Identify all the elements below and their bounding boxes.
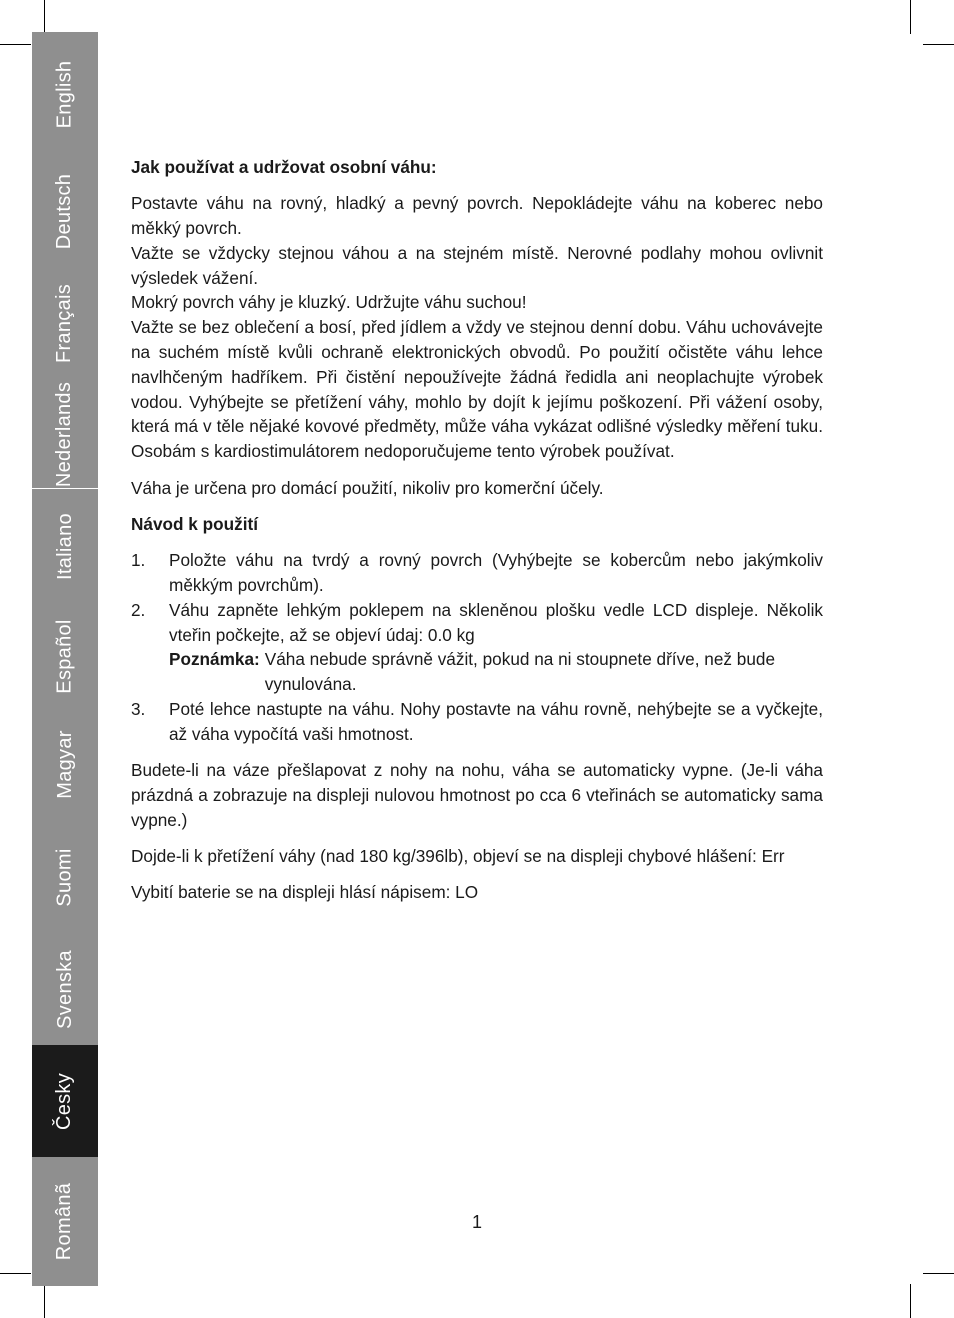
tab-label: Français [53, 283, 76, 363]
tab-espanol[interactable] [32, 604, 98, 708]
crop-mark [910, 1284, 911, 1318]
step-number: 3. [131, 698, 146, 719]
list-item [131, 598, 823, 697]
crop-mark [0, 44, 31, 45]
tab-francais[interactable] [32, 266, 98, 380]
crop-mark [0, 1273, 31, 1274]
crop-mark [44, 0, 45, 34]
tab-label: Nederlands [53, 381, 76, 487]
tab-label: English [53, 60, 76, 129]
manual-content [131, 155, 823, 917]
crop-mark [910, 0, 911, 34]
tab-italiano[interactable] [32, 489, 98, 604]
tab-magyar[interactable] [32, 708, 98, 821]
step-number: 2. [131, 599, 146, 620]
tab-label: Svenska [53, 950, 76, 1029]
paragraph-text: Mokrý povrch váhy je kluzký. Udržujte váhu suchou! [131, 292, 527, 313]
paragraph-text: Važte se bez oblečení a bosí, před jídlem a vždy ve stejnou denní dobu. Váhu uchovávejte na suchém místě kvůli ochraně elektronických obvodů. Po použití očistěte váhu lehce navlhčeným hadříkem. Při čistění nepoužívejte žádná ředidla ani neoplachujte výrobek vodou. Vyhýbejte se přetížení váhy, mohlo by dojít k jejímu poškození. Při vážení osoby, která má v těle nějaké kovové předměty, může váha vykázat odlišné výsledky měření tuku. Osobám s kardiostimulátorem nedoporučujeme tento výrobek používat. [131, 317, 823, 462]
paragraph [131, 191, 823, 464]
tab-label: Español [53, 618, 76, 694]
list-item [131, 697, 823, 747]
tab-deutsch[interactable] [32, 157, 98, 266]
page-number: 1 [471, 1212, 482, 1232]
tab-suomi[interactable] [32, 821, 98, 934]
tab-label: Românã [53, 1182, 76, 1261]
note-label: Poznámka: [169, 649, 260, 670]
note [169, 647, 823, 697]
crop-mark [923, 44, 954, 45]
paragraph-text: Važte se vždycky stejnou váhou a na stejném místě. Nerovné podlahy mohou ovlivnit výsledek vážení. [131, 242, 823, 288]
instruction-list [131, 548, 823, 746]
paragraph-text: Postavte váhu na rovný, hladký a pevný povrch. Nepokládejte váhu na koberec nebo měkký povrch. [131, 193, 823, 239]
step-text: Položte váhu na tvrdý a rovný povrch (Vyhýbejte se kobercům nebo jakýmkoliv měkkým povrchům). [169, 550, 823, 595]
step-text: Váhu zapněte lehkým poklepem na skleněnou plošku vedle LCD displeje. Několik vteřin počkejte, až se objeví údaj: 0.0 kg [169, 599, 823, 645]
tab-svenska[interactable] [32, 934, 98, 1045]
paragraph: Budete-li na váze přešlapovat z nohy na nohu, váha se automaticky vypne. (Je-li váha prázdná a zobrazuje na displeji nulovou hmotnost po cca 6 vteřinách se automaticky sama vypne.) [131, 760, 823, 830]
section-heading: Návod k použití [131, 513, 259, 534]
language-sidebar [32, 32, 98, 1286]
tab-label: Deutsch [53, 173, 76, 250]
section-heading: Jak používat a udržovat osobní váhu: [131, 157, 437, 177]
tab-cesky[interactable] [32, 1045, 98, 1157]
step-text: Poté lehce nastupte na váhu. Nohy postavte na váhu rovně, nehýbejte se a vyčkejte, až váha vypočítá vaši hmotnost. [169, 698, 823, 744]
note-text: Váha nebude správně vážit, pokud na ni stoupnete dříve, než bude vynulována. [264, 649, 776, 695]
tab-label: Magyar [53, 730, 76, 799]
tab-label: Česky [53, 1072, 76, 1130]
paragraph: Dojde-li k přetížení váhy (nad 180 kg/396lb), objeví se na displeji chybové hlášení: Err [131, 845, 785, 866]
tab-nederlands[interactable] [32, 380, 98, 488]
step-number: 1. [131, 550, 146, 571]
tab-label: Italiano [53, 513, 76, 580]
crop-mark [923, 1273, 954, 1274]
tab-english[interactable] [32, 32, 98, 157]
crop-mark [44, 1284, 45, 1318]
list-item [131, 548, 823, 598]
paragraph: Vybití baterie se na displeji hlásí nápisem: LO [131, 882, 479, 903]
paragraph: Váha je určena pro domácí použití, nikoliv pro komerční účely. [131, 477, 604, 498]
tab-label: Suomi [53, 848, 76, 907]
